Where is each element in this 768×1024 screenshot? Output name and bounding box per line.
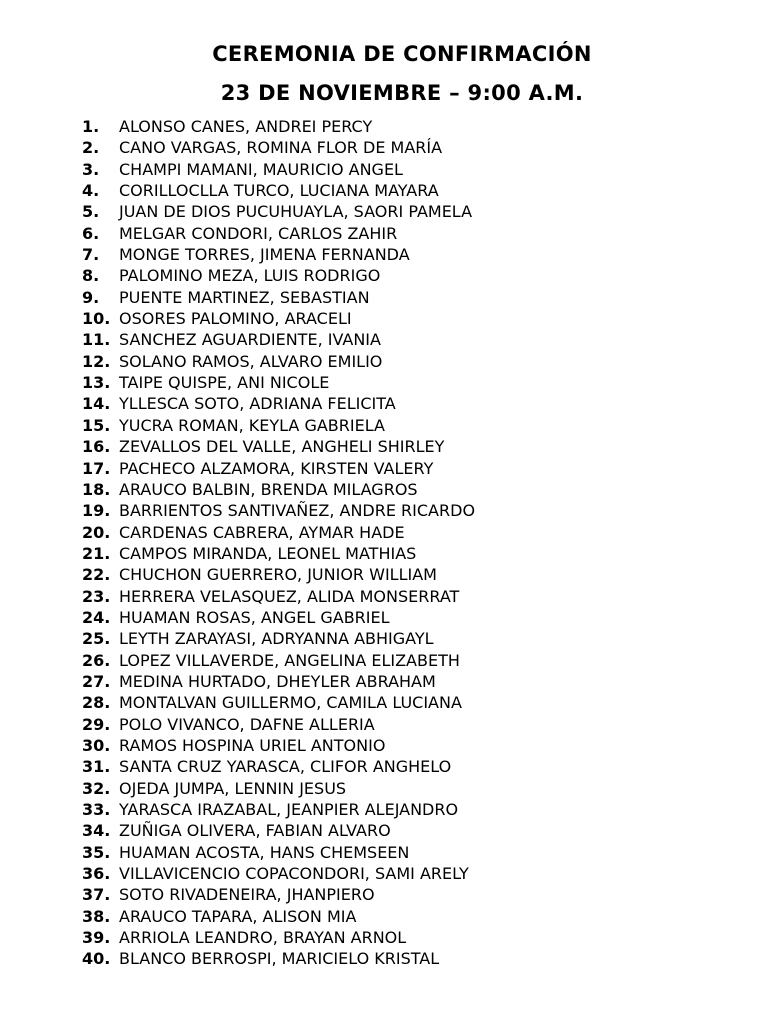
list-item-number: 27. bbox=[82, 671, 111, 691]
list-item-name: CANO VARGAS, ROMINA FLOR DE MARÍA bbox=[119, 138, 443, 158]
list-item-name: ZUÑIGA OLIVERA, FABIAN ALVARO bbox=[119, 821, 391, 841]
list-item-name: HUAMAN ACOSTA, HANS CHEMSEEN bbox=[119, 842, 410, 862]
list-item-number: 10. bbox=[82, 309, 111, 329]
list-item-number: 8. bbox=[82, 266, 100, 286]
list-item-number: 31. bbox=[82, 757, 111, 777]
confirmation-list bbox=[82, 116, 475, 970]
document-subtitle: 23 DE NOVIEMBRE – 9:00 A.M. bbox=[220, 81, 584, 105]
list-item-number: 40. bbox=[82, 949, 111, 969]
list-item-name: PUENTE MARTINEZ, SEBASTIAN bbox=[119, 287, 370, 307]
list-item-name: CHUCHON GUERRERO, JUNIOR WILLIAM bbox=[119, 565, 437, 585]
list-item bbox=[82, 180, 475, 201]
list-item-number: 35. bbox=[82, 842, 111, 862]
list-item-name: OJEDA JUMPA, LENNIN JESUS bbox=[119, 778, 347, 798]
list-item-name: YLLESCA SOTO, ADRIANA FELICITA bbox=[119, 394, 396, 414]
list-item-number: 38. bbox=[82, 906, 111, 926]
list-item-number: 5. bbox=[82, 202, 100, 222]
list-item-number: 30. bbox=[82, 735, 111, 755]
list-item-name: YARASCA IRAZABAL, JEANPIER ALEJANDRO bbox=[119, 800, 459, 819]
list-item-name: ARAUCO TAPARA, ALISON MIA bbox=[119, 906, 357, 926]
list-item bbox=[82, 372, 475, 393]
list-item bbox=[82, 500, 475, 521]
list-item-name: CHAMPI MAMANI, MAURICIO ANGEL bbox=[119, 159, 403, 179]
list-item-number: 3. bbox=[82, 159, 100, 179]
list-item bbox=[82, 223, 475, 244]
list-item bbox=[82, 948, 475, 969]
list-item bbox=[82, 244, 475, 265]
list-item bbox=[82, 543, 475, 564]
list-item bbox=[82, 906, 475, 927]
list-item-name: OSORES PALOMINO, ARACELI bbox=[119, 309, 352, 329]
list-item-number: 25. bbox=[82, 629, 111, 649]
list-item-name: BLANCO BERROSPI, MARICIELO KRISTAL bbox=[119, 949, 440, 969]
list-item bbox=[82, 137, 475, 158]
list-item-number: 7. bbox=[82, 245, 100, 265]
list-item-number: 6. bbox=[82, 223, 100, 243]
list-item-name: CORILLOCLLA TURCO, LUCIANA MAYARA bbox=[119, 181, 439, 201]
list-item-name: ARRIOLA LEANDRO, BRAYAN ARNOL bbox=[119, 928, 407, 948]
list-item bbox=[82, 778, 475, 799]
list-item bbox=[82, 265, 475, 286]
list-item bbox=[82, 714, 475, 735]
list-item bbox=[82, 650, 475, 671]
list-item-name: MELGAR CONDORI, CARLOS ZAHIR bbox=[119, 223, 398, 243]
list-item-number: 23. bbox=[82, 586, 111, 606]
list-item-number: 32. bbox=[82, 778, 111, 798]
list-item-name: TAIPE QUISPE, ANI NICOLE bbox=[119, 373, 330, 393]
list-item-number: 14. bbox=[82, 394, 111, 414]
list-item-name: CARDENAS CABRERA, AYMAR HADE bbox=[119, 522, 405, 542]
list-item-name: LEYTH ZARAYASI, ADRYANNA ABHIGAYL bbox=[119, 629, 434, 649]
list-item-name: MEDINA HURTADO, DHEYLER ABRAHAM bbox=[119, 671, 436, 691]
list-item bbox=[82, 586, 475, 607]
list-item bbox=[82, 159, 475, 180]
list-item-name: ALONSO CANES, ANDREI PERCY bbox=[119, 117, 373, 136]
list-item-number: 9. bbox=[82, 287, 100, 307]
list-item-name: SOTO RIVADENEIRA, JHANPIERO bbox=[119, 885, 375, 905]
list-item-number: 11. bbox=[82, 330, 111, 350]
list-item bbox=[82, 628, 475, 649]
list-item-number: 34. bbox=[82, 821, 111, 841]
list-item-number: 4. bbox=[82, 181, 100, 201]
list-item bbox=[82, 201, 475, 222]
list-item bbox=[82, 458, 475, 479]
list-item-number: 28. bbox=[82, 693, 111, 713]
list-item bbox=[82, 607, 475, 628]
list-item-number: 2. bbox=[82, 138, 100, 158]
list-item-number: 1. bbox=[82, 117, 100, 136]
list-item-name: SANCHEZ AGUARDIENTE, IVANIA bbox=[119, 330, 381, 350]
list-item-number: 20. bbox=[82, 522, 111, 542]
list-item-number: 19. bbox=[82, 501, 111, 521]
list-item-name: CAMPOS MIRANDA, LEONEL MATHIAS bbox=[119, 543, 417, 563]
list-item-name: VILLAVICENCIO COPACONDORI, SAMI ARELY bbox=[119, 864, 469, 884]
list-item bbox=[82, 393, 475, 414]
list-item-number: 13. bbox=[82, 373, 111, 393]
list-item bbox=[82, 415, 475, 436]
list-item bbox=[82, 927, 475, 948]
list-item-name: LOPEZ VILLAVERDE, ANGELINA ELIZABETH bbox=[119, 650, 460, 670]
list-item bbox=[82, 287, 475, 308]
list-item bbox=[82, 842, 475, 863]
list-item-name: MONGE TORRES, JIMENA FERNANDA bbox=[119, 245, 410, 265]
list-item-number: 16. bbox=[82, 437, 111, 457]
list-item bbox=[82, 329, 475, 350]
list-item-name: HUAMAN ROSAS, ANGEL GABRIEL bbox=[119, 607, 390, 627]
list-item bbox=[82, 692, 475, 713]
list-item-name: JUAN DE DIOS PUCUHUAYLA, SAORI PAMELA bbox=[119, 202, 473, 222]
list-item-name: ZEVALLOS DEL VALLE, ANGHELI SHIRLEY bbox=[119, 437, 445, 457]
list-item bbox=[82, 735, 475, 756]
list-item-number: 17. bbox=[82, 458, 111, 478]
list-item bbox=[82, 522, 475, 543]
list-item bbox=[82, 308, 475, 329]
document-title: CEREMONIA DE CONFIRMACIÓN bbox=[212, 42, 592, 66]
list-item-number: 37. bbox=[82, 885, 111, 905]
list-item-name: ARAUCO BALBIN, BRENDA MILAGROS bbox=[119, 479, 418, 499]
list-item bbox=[82, 671, 475, 692]
list-item-name: HERRERA VELASQUEZ, ALIDA MONSERRAT bbox=[119, 586, 460, 606]
list-item bbox=[82, 884, 475, 905]
list-item-number: 36. bbox=[82, 864, 111, 884]
list-item bbox=[82, 799, 475, 820]
list-item bbox=[82, 479, 475, 500]
list-item bbox=[82, 116, 475, 137]
list-item-number: 39. bbox=[82, 928, 111, 948]
list-item-name: MONTALVAN GUILLERMO, CAMILA LUCIANA bbox=[119, 693, 462, 713]
list-item bbox=[82, 351, 475, 372]
list-item bbox=[82, 436, 475, 457]
list-item bbox=[82, 820, 475, 841]
list-item-name: YUCRA ROMAN, KEYLA GABRIELA bbox=[119, 415, 385, 435]
list-item bbox=[82, 564, 475, 585]
list-item-number: 18. bbox=[82, 479, 111, 499]
list-item bbox=[82, 863, 475, 884]
list-item-number: 29. bbox=[82, 714, 111, 734]
list-item bbox=[82, 756, 475, 777]
list-item-number: 26. bbox=[82, 650, 111, 670]
list-item-number: 15. bbox=[82, 415, 111, 435]
list-item-number: 33. bbox=[82, 800, 111, 819]
list-item-name: PACHECO ALZAMORA, KIRSTEN VALERY bbox=[119, 458, 434, 478]
list-item-number: 24. bbox=[82, 607, 111, 627]
list-item-name: SOLANO RAMOS, ALVARO EMILIO bbox=[119, 351, 383, 371]
list-item-name: BARRIENTOS SANTIVAÑEZ, ANDRE RICARDO bbox=[119, 501, 476, 521]
list-item-number: 22. bbox=[82, 565, 111, 585]
list-item-name: RAMOS HOSPINA URIEL ANTONIO bbox=[119, 735, 386, 755]
list-item-name: SANTA CRUZ YARASCA, CLIFOR ANGHELO bbox=[119, 757, 452, 777]
list-item-name: POLO VIVANCO, DAFNE ALLERIA bbox=[119, 714, 375, 734]
list-item-name: PALOMINO MEZA, LUIS RODRIGO bbox=[119, 266, 381, 286]
list-item-number: 21. bbox=[82, 543, 111, 563]
list-item-number: 12. bbox=[82, 351, 111, 371]
